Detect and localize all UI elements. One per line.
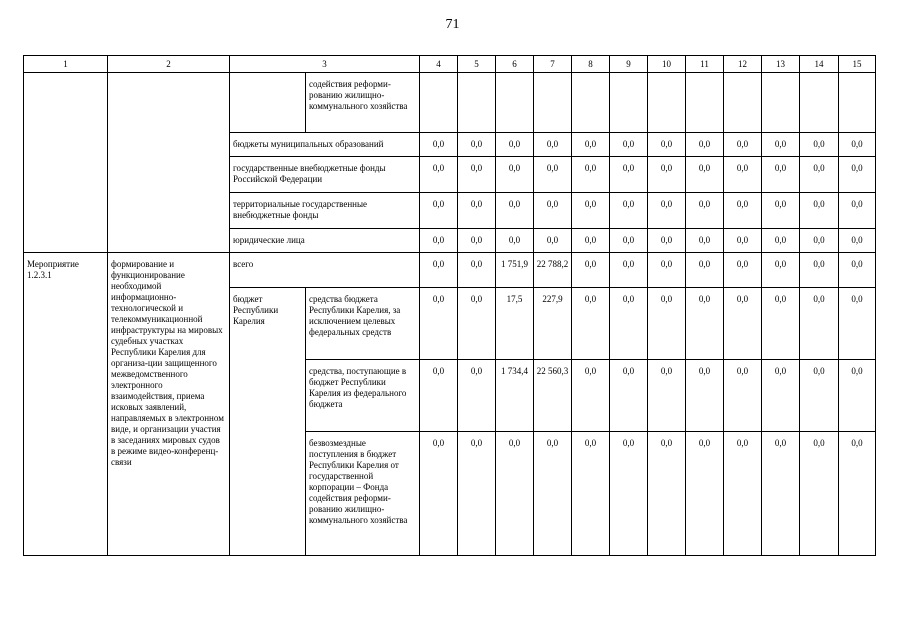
value-cell: 0,0 — [648, 193, 686, 229]
value-cell: 0,0 — [420, 193, 458, 229]
column-header: 5 — [458, 56, 496, 73]
column-header: 10 — [648, 56, 686, 73]
value-cell: 0,0 — [800, 288, 839, 360]
value-cell: 0,0 — [648, 133, 686, 157]
value-cell: 0,0 — [572, 133, 610, 157]
value-cell: 0,0 — [839, 193, 876, 229]
value-cell: 0,0 — [496, 157, 534, 193]
value-cell — [572, 73, 610, 133]
value-cell: 0,0 — [572, 229, 610, 253]
value-cell: 0,0 — [800, 157, 839, 193]
value-cell: 1 751,9 — [496, 253, 534, 288]
value-cell: 0,0 — [648, 253, 686, 288]
value-cell: 0,0 — [800, 253, 839, 288]
column-header: 12 — [724, 56, 762, 73]
value-cell: 0,0 — [724, 360, 762, 432]
value-cell: 0,0 — [610, 253, 648, 288]
value-cell — [610, 73, 648, 133]
value-cell: 0,0 — [610, 133, 648, 157]
value-cell: 0,0 — [610, 157, 648, 193]
value-cell: 0,0 — [648, 288, 686, 360]
page-number: 71 — [445, 17, 460, 32]
empty-cell — [24, 73, 108, 253]
value-cell: 0,0 — [686, 253, 724, 288]
value-cell: 0,0 — [610, 193, 648, 229]
value-cell: 0,0 — [762, 133, 800, 157]
source-cell: территориальные государственные внебюджетные фонды — [230, 193, 420, 229]
budget-group: бюджет Республики Карелия — [230, 288, 306, 556]
value-cell: 0,0 — [762, 432, 800, 556]
value-cell — [839, 73, 876, 133]
value-cell: 22 788,2 — [534, 253, 572, 288]
value-cell: 0,0 — [534, 229, 572, 253]
column-header: 3 — [230, 56, 420, 73]
budget-table — [23, 55, 876, 556]
activity-code: Мероприятие 1.2.3.1 — [24, 253, 108, 556]
column-header: 4 — [420, 56, 458, 73]
value-cell: 0,0 — [534, 193, 572, 229]
value-cell: 0,0 — [762, 193, 800, 229]
value-cell: 0,0 — [420, 432, 458, 556]
value-cell: 0,0 — [762, 253, 800, 288]
value-cell: 0,0 — [686, 360, 724, 432]
source-cell: всего — [230, 253, 420, 288]
value-cell: 0,0 — [610, 288, 648, 360]
value-cell — [800, 73, 839, 133]
value-cell: 0,0 — [724, 229, 762, 253]
column-header: 13 — [762, 56, 800, 73]
value-cell: 0,0 — [686, 432, 724, 556]
value-cell: 0,0 — [572, 193, 610, 229]
source-cell: средства, поступающие в бюджет Республики Карелия из федерального бюджета — [306, 360, 420, 432]
value-cell: 0,0 — [686, 157, 724, 193]
value-cell: 0,0 — [496, 193, 534, 229]
column-header: 8 — [572, 56, 610, 73]
empty-cell — [230, 73, 306, 133]
value-cell: 0,0 — [572, 432, 610, 556]
source-cell: юридические лица — [230, 229, 420, 253]
value-cell: 0,0 — [800, 360, 839, 432]
value-cell: 0,0 — [420, 288, 458, 360]
value-cell: 0,0 — [572, 360, 610, 432]
value-cell: 0,0 — [839, 253, 876, 288]
value-cell: 0,0 — [420, 133, 458, 157]
value-cell: 0,0 — [724, 288, 762, 360]
value-cell: 0,0 — [572, 157, 610, 193]
value-cell: 0,0 — [458, 253, 496, 288]
value-cell: 0,0 — [648, 360, 686, 432]
value-cell: 0,0 — [724, 193, 762, 229]
value-cell — [724, 73, 762, 133]
value-cell — [534, 73, 572, 133]
value-cell: 0,0 — [800, 193, 839, 229]
activity-description: формирование и функционирование необходимой информационно-технологической и телекоммуникационной инфраструктуры на мировых судебных участках Республики Карелия для организа-ции защищенного межведомственного электронного взаимодействия, приема исковых заявлений, направляемых в электронном виде, и организации участия в заседаниях мировых судов в режиме видео-конференц-связи — [108, 253, 230, 556]
value-cell: 0,0 — [762, 360, 800, 432]
value-cell: 0,0 — [458, 360, 496, 432]
value-cell: 0,0 — [572, 288, 610, 360]
value-cell: 0,0 — [839, 432, 876, 556]
value-cell: 0,0 — [839, 133, 876, 157]
value-cell: 17,5 — [496, 288, 534, 360]
value-cell: 0,0 — [762, 288, 800, 360]
source-cell: безвозмездные поступления в бюджет Республики Карелия от государственной корпорации – Фонда содействия реформи-рованию жилищно-коммунального хозяйства — [306, 432, 420, 556]
value-cell: 22 560,3 — [534, 360, 572, 432]
value-cell: 0,0 — [839, 157, 876, 193]
value-cell: 0,0 — [610, 360, 648, 432]
value-cell: 0,0 — [762, 157, 800, 193]
column-header: 15 — [839, 56, 876, 73]
value-cell: 0,0 — [800, 229, 839, 253]
source-cell: бюджеты муниципальных образований — [230, 133, 420, 157]
value-cell: 1 734,4 — [496, 360, 534, 432]
value-cell: 0,0 — [458, 157, 496, 193]
value-cell: 0,0 — [648, 432, 686, 556]
value-cell: 0,0 — [686, 229, 724, 253]
value-cell: 0,0 — [534, 432, 572, 556]
value-cell: 0,0 — [800, 432, 839, 556]
value-cell: 0,0 — [572, 253, 610, 288]
value-cell: 0,0 — [724, 133, 762, 157]
source-cell: государственные внебюджетные фонды Российской Федерации — [230, 157, 420, 193]
value-cell: 0,0 — [458, 193, 496, 229]
column-header: 11 — [686, 56, 724, 73]
value-cell: 0,0 — [762, 229, 800, 253]
value-cell — [686, 73, 724, 133]
value-cell: 0,0 — [648, 157, 686, 193]
value-cell — [458, 73, 496, 133]
header-row — [24, 56, 876, 73]
value-cell — [648, 73, 686, 133]
source-cell: средства бюджета Республики Карелия, за исключением целевых федеральных средств — [306, 288, 420, 360]
value-cell: 0,0 — [839, 288, 876, 360]
value-cell: 0,0 — [686, 288, 724, 360]
value-cell: 0,0 — [610, 432, 648, 556]
value-cell: 0,0 — [839, 360, 876, 432]
value-cell: 0,0 — [458, 288, 496, 360]
value-cell: 0,0 — [534, 133, 572, 157]
value-cell: 0,0 — [496, 133, 534, 157]
value-cell: 0,0 — [458, 133, 496, 157]
value-cell: 0,0 — [420, 253, 458, 288]
value-cell: 0,0 — [496, 229, 534, 253]
value-cell: 0,0 — [534, 157, 572, 193]
column-header: 9 — [610, 56, 648, 73]
value-cell: 0,0 — [420, 157, 458, 193]
empty-cell — [108, 73, 230, 253]
value-cell: 0,0 — [496, 432, 534, 556]
column-header: 1 — [24, 56, 108, 73]
value-cell — [420, 73, 458, 133]
value-cell: 0,0 — [686, 133, 724, 157]
column-header: 2 — [108, 56, 230, 73]
value-cell: 0,0 — [724, 253, 762, 288]
value-cell: 0,0 — [420, 360, 458, 432]
column-header: 14 — [800, 56, 839, 73]
column-header: 7 — [534, 56, 572, 73]
value-cell: 0,0 — [458, 432, 496, 556]
table-row — [24, 253, 876, 288]
value-cell: 0,0 — [724, 157, 762, 193]
value-cell: 0,0 — [610, 229, 648, 253]
value-cell: 0,0 — [458, 229, 496, 253]
column-header: 6 — [496, 56, 534, 73]
value-cell: 0,0 — [648, 229, 686, 253]
value-cell — [496, 73, 534, 133]
value-cell: 227,9 — [534, 288, 572, 360]
value-cell: 0,0 — [724, 432, 762, 556]
source-cell: содействия реформи-рованию жилищно-коммунального хозяйства — [306, 73, 420, 133]
value-cell — [762, 73, 800, 133]
value-cell: 0,0 — [800, 133, 839, 157]
value-cell: 0,0 — [420, 229, 458, 253]
table-row — [24, 73, 876, 133]
value-cell: 0,0 — [839, 229, 876, 253]
value-cell: 0,0 — [686, 193, 724, 229]
